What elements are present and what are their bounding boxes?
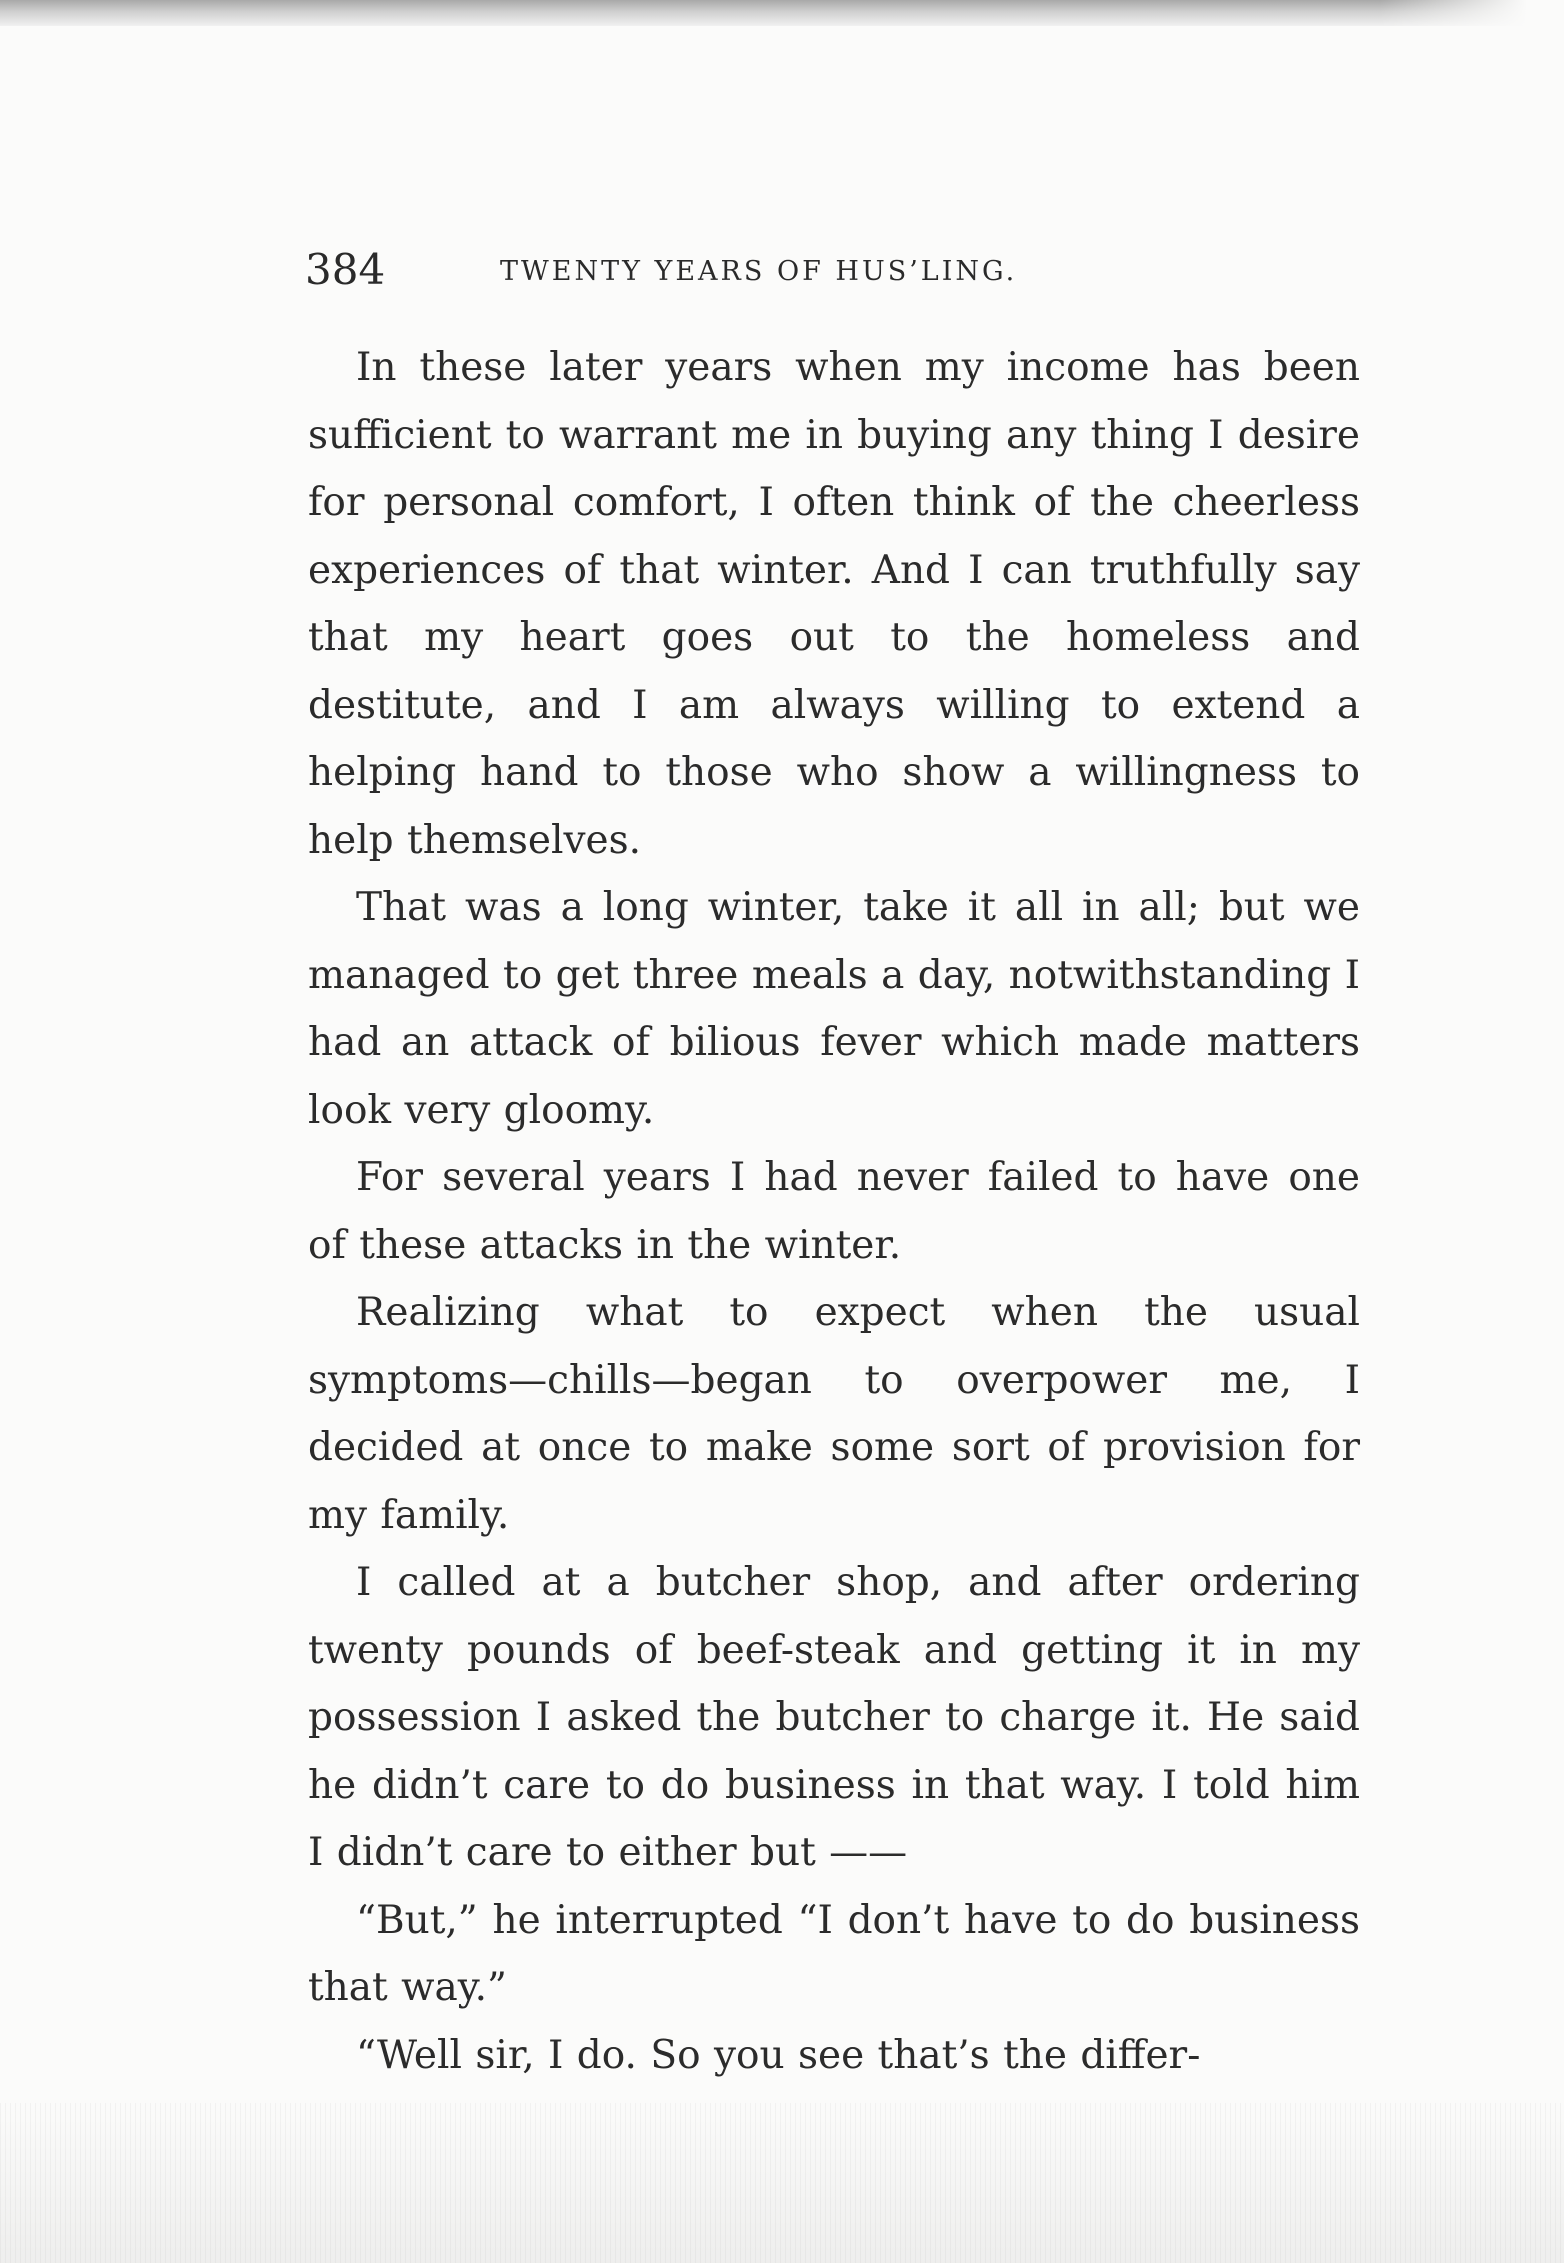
body-text [308,334,1360,2089]
scan-top-edge-fade [1380,0,1564,34]
page-number: 384 [305,245,386,294]
paragraph: That was a long winter, take it all in all; but we managed to get three meals a day, notwithstanding I had an attack of bilious fever which made matters look very gloomy. [308,885,1360,1133]
page-header [305,240,1365,300]
paragraph: Realizing what to expect when the usual symptoms—chills—began to overpower me, I decided at once to make some sort of provision for my family. [308,1290,1360,1538]
scan-bottom-noise [0,2103,1564,2263]
paragraph: “But,” he interrupted “I don’t have to do business that way.” [308,1897,1360,2010]
scan-top-edge [0,0,1564,26]
running-title: TWENTY YEARS OF HUS’LING. [500,256,1018,287]
paragraph: “Well sir, I do. So you see that’s the differ- [356,2032,1201,2078]
paragraph: I called at a butcher shop, and after ordering twenty pounds of beef-steak and getting it in my possession I asked the butcher to charge it. He said he didn’t care to do business in that way. I told him I didn’t care to either but —— [308,1560,1360,1875]
paragraph: In these later years when my income has been sufficient to warrant me in buying any thing I desire for personal comfort, I often think of the cheerless experiences of that winter. And I can truthfully say that my heart goes out to the homeless and destitute, and I am always willing to extend a helping hand to those who show a willingness to help themselves. [308,345,1360,863]
paragraph: For several years I had never failed to have one of these attacks in the winter. [308,1155,1360,1268]
